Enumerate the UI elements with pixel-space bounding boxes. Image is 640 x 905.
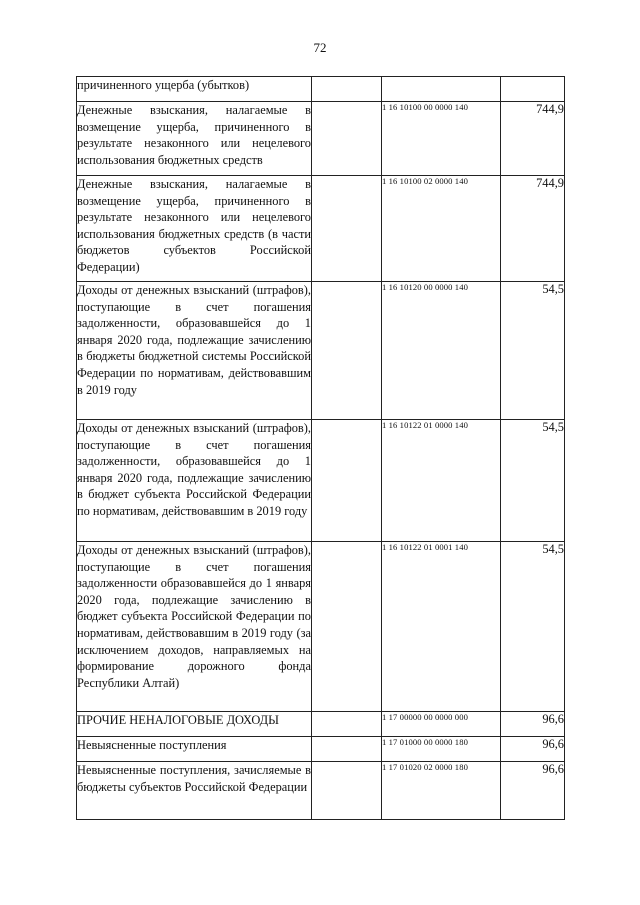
empty-cell [312,762,382,820]
empty-cell [312,737,382,762]
row-code: 1 16 10100 00 0000 140 [382,102,501,176]
row-amount: 744,9 [501,176,565,282]
empty-cell [312,282,382,420]
row-amount: 96,6 [501,712,565,737]
row-name: Доходы от денежных взысканий (штрафов), поступающие в счет погашения задолженности образовавшейся до 1 января 2020 года, подлежащие зачислению в бюджет субъекта Российской Федерации по нормативам, действовавшим в 2019 году (за исключением доходов, направляемых на формирование дорожного фонда Республики Алтай) [77,542,312,712]
table-row [77,282,565,420]
row-amount: 96,6 [501,762,565,820]
empty-cell [312,102,382,176]
row-name: Денежные взыскания, налагаемые в возмещение ущерба, причиненного в результате незаконного или нецелевого использования бюджетных средств [77,102,312,176]
empty-cell [312,176,382,282]
table-row [77,102,565,176]
row-code: 1 16 10122 01 0000 140 [382,420,501,542]
empty-cell [312,420,382,542]
table-row [77,712,565,737]
row-code: 1 16 10120 00 0000 140 [382,282,501,420]
empty-cell [312,77,382,102]
row-code: 1 16 10100 02 0000 140 [382,176,501,282]
row-amount: 54,5 [501,542,565,712]
row-name: Денежные взыскания, налагаемые в возмещение ущерба, причиненного в результате незаконного или нецелевого использования бюджетных средств (в части бюджетов субъектов Российской Федерации) [77,176,312,282]
row-code: 1 17 00000 00 0000 000 [382,712,501,737]
row-name: Доходы от денежных взысканий (штрафов), поступающие в счет погашения задолженности, образовавшейся до 1 января 2020 года, подлежащие зачислению в бюджеты бюджетной системы Российской Федерации по нормативам, действовавшим в 2019 году [77,282,312,420]
row-name: причиненного ущерба (убытков) [77,77,312,102]
page-number: 72 [313,40,327,55]
row-code [382,77,501,102]
row-amount: 96,6 [501,737,565,762]
row-amount: 54,5 [501,420,565,542]
empty-cell [312,712,382,737]
revenue-table [76,76,565,820]
row-code: 1 17 01000 00 0000 180 [382,737,501,762]
row-amount [501,77,565,102]
table-row [77,77,565,102]
row-name: Невыясненные поступления [77,737,312,762]
row-code: 1 16 10122 01 0001 140 [382,542,501,712]
table-row [77,420,565,542]
empty-cell [312,542,382,712]
table-row [77,737,565,762]
row-name: Невыясненные поступления, зачисляемые в бюджеты субъектов Российской Федерации [77,762,312,820]
table-row [77,542,565,712]
table-row [77,176,565,282]
row-amount: 54,5 [501,282,565,420]
row-amount: 744,9 [501,102,565,176]
table-row [77,762,565,820]
row-code: 1 17 01020 02 0000 180 [382,762,501,820]
row-name: ПРОЧИЕ НЕНАЛОГОВЫЕ ДОХОДЫ [77,712,312,737]
row-name: Доходы от денежных взысканий (штрафов), поступающие в счет погашения задолженности, образовавшейся до 1 января 2020 года, подлежащие зачислению в бюджет субъекта Российской Федерации по нормативам, действовавшим в 2019 году [77,420,312,542]
